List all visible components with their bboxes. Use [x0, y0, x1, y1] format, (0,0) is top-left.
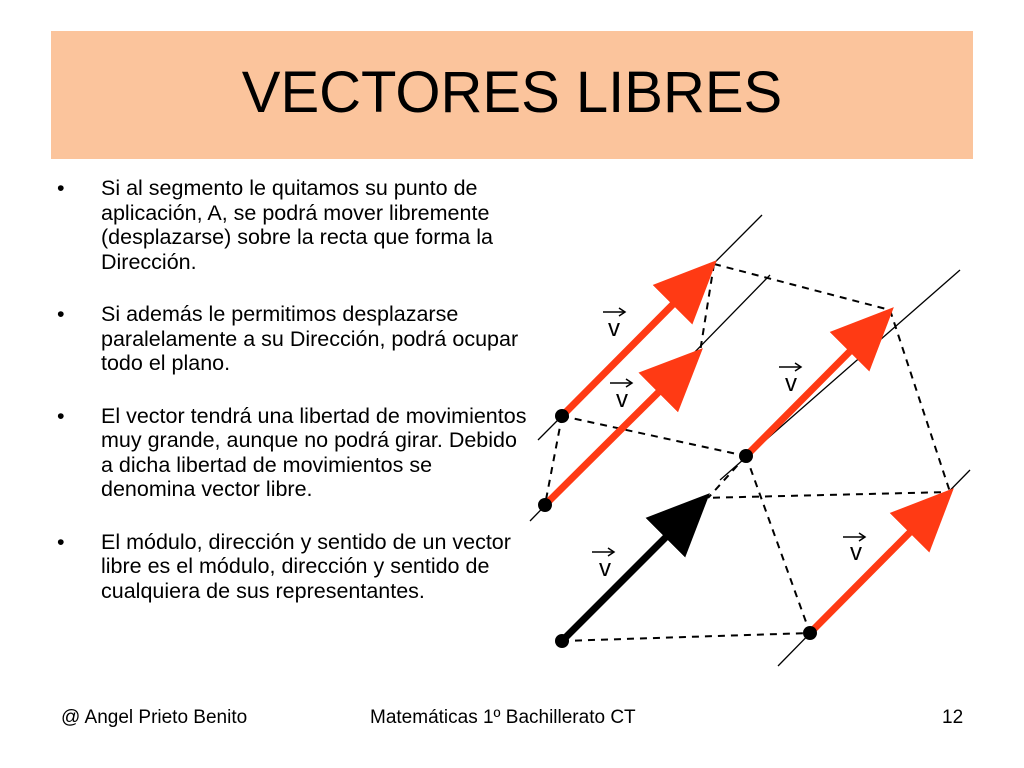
origin-point — [739, 449, 753, 463]
vector-label — [779, 363, 801, 397]
red-vector — [746, 317, 884, 456]
bullet-marker: • — [57, 302, 65, 326]
svg-text:v: v — [616, 386, 628, 413]
origin-point — [803, 626, 817, 640]
bullet-text: El vector tendrá una libertad de movimientos muy grande, aunque no podrá girar. Debido a dicha libertad de movimientos se denomina vector libre. — [101, 403, 527, 501]
title-band — [51, 31, 973, 159]
bullet-list — [57, 176, 532, 631]
svg-text:v: v — [599, 555, 611, 582]
red-vector — [810, 498, 944, 633]
footer-author: @ Angel Prieto Benito — [61, 707, 248, 728]
bullet-item — [57, 302, 532, 376]
vector-label — [592, 548, 614, 582]
bullet-item — [57, 530, 532, 604]
bullet-text: Si al segmento le quitamos su punto de aplicación, A, se podrá mover libremente (desplazarse) sobre la recta que forma la Dirección. — [101, 176, 493, 274]
origin-point — [555, 409, 569, 423]
free-vectors-diagram — [520, 205, 990, 675]
svg-text:v: v — [785, 370, 797, 397]
footer-course: Matemáticas 1º Bachillerato CT — [370, 707, 636, 728]
bullet-item — [57, 404, 532, 502]
origin-point — [538, 498, 552, 512]
bullet-marker: • — [57, 529, 65, 554]
footer-page-number: 12 — [942, 707, 964, 728]
red-vector — [545, 358, 693, 505]
svg-text:v: v — [608, 315, 620, 342]
bullet-marker: • — [57, 403, 65, 428]
bullet-text: Si además le permitimos desplazarse paralelamente a su Dirección, podrá ocupar todo el plano. — [101, 302, 519, 375]
svg-text:v: v — [850, 539, 862, 566]
vector-label — [610, 379, 632, 413]
vector-label — [603, 308, 625, 342]
slide-title: VECTORES LIBRES — [241, 59, 783, 125]
origin-point — [555, 634, 569, 648]
bullet-text: El módulo, dirección y sentido de un vector libre es el módulo, dirección y sentido de cualquiera de sus representantes. — [101, 529, 511, 603]
bullet-marker: • — [57, 176, 65, 200]
vector-label — [843, 533, 865, 566]
black-vector — [562, 503, 700, 641]
red-vector — [562, 270, 707, 416]
bullet-item — [57, 176, 532, 274]
